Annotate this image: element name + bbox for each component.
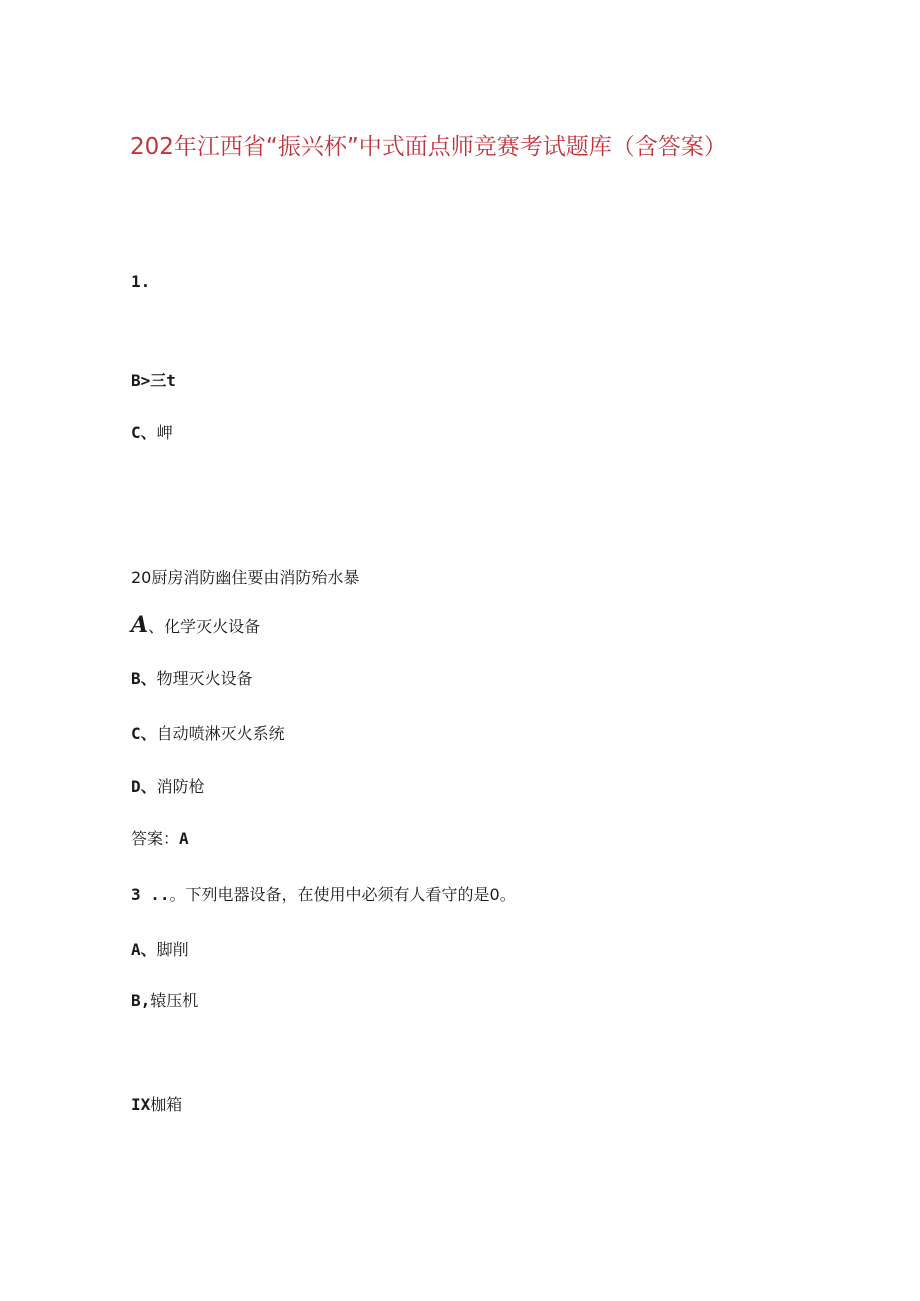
- question-2-option-c: [131, 723, 285, 745]
- option-label: IX: [131, 1095, 151, 1114]
- option-text: 辕压机: [150, 991, 199, 1010]
- question-number: 1.: [131, 272, 151, 291]
- question-3-option-d: [131, 1094, 182, 1116]
- option-text: 物理灭火设备: [156, 669, 253, 688]
- question-1-option-c: [131, 422, 173, 444]
- answer-value: A: [179, 829, 189, 848]
- question-1-number: [131, 271, 150, 293]
- option-label: B、: [131, 669, 157, 688]
- question-2-option-d: [131, 776, 205, 798]
- option-text: 三t: [150, 371, 176, 390]
- question-2-stem: [131, 567, 359, 589]
- question-3-stem: [131, 884, 516, 906]
- option-text: 脚削: [156, 940, 189, 959]
- question-2-option-b: [131, 668, 253, 690]
- option-label: B,: [131, 991, 151, 1010]
- option-label: C、: [131, 724, 157, 743]
- question-2-answer: [131, 828, 189, 850]
- question-3-option-b: [131, 990, 198, 1012]
- option-label: A、: [131, 940, 157, 959]
- question-2-option-a: [131, 614, 260, 638]
- question-3-option-a: [131, 939, 189, 961]
- question-text: 厨房消防幽住要由消防殆水暴: [151, 568, 360, 587]
- answer-label: 答案：: [131, 829, 180, 848]
- option-label: D、: [131, 777, 157, 796]
- document-title: 202年江西省“振兴杯”中式面点师竞赛考试题库（含答案）: [130, 134, 727, 160]
- option-text: 枷箱: [150, 1095, 183, 1114]
- option-label: A: [131, 612, 149, 638]
- option-label: B>: [131, 371, 151, 390]
- question-number: 3 ..: [131, 885, 170, 904]
- option-text: 岬: [156, 423, 173, 442]
- option-label: C、: [131, 423, 157, 442]
- question-text: 。下列电器设备，在使用中必须有人看守的是0。: [169, 885, 516, 904]
- option-text: 、化学灭火设备: [148, 617, 261, 636]
- question-1-option-b: [131, 370, 176, 392]
- question-number: 20: [131, 568, 152, 587]
- option-text: 消防枪: [156, 777, 205, 796]
- option-text: 自动喷淋灭火系统: [156, 724, 285, 743]
